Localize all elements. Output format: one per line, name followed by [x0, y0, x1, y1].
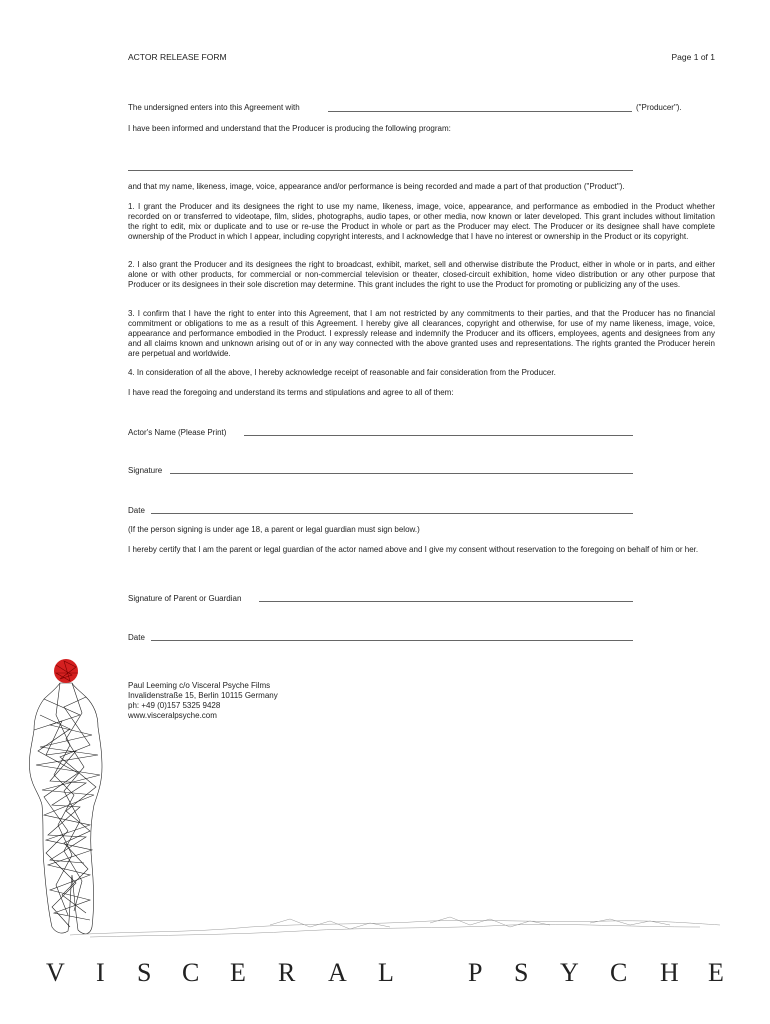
brand-letter: S	[514, 958, 529, 987]
brand-letter: E	[230, 958, 246, 987]
brand-letter: L	[378, 958, 394, 987]
guardian-date-label: Date	[128, 633, 145, 642]
signature-label: Signature	[128, 466, 163, 475]
intro-line-1-prefix: The undersigned enters into this Agreement with	[128, 103, 300, 112]
guardian-date-field[interactable]	[151, 640, 633, 641]
producer-name-line[interactable]	[328, 111, 632, 112]
brand-letter: P	[468, 958, 483, 987]
guardian-certification: I hereby certify that I am the parent or legal guardian of the actor named above and I give my consent without reservation to the foregoing on behalf of him or her.	[128, 545, 699, 554]
clause-4: 4. In consideration of all the above, I hereby acknowledge receipt of reasonable and fair consideration from the Producer.	[128, 368, 556, 377]
page-number: Page 1 of 1	[671, 52, 715, 62]
red-head-icon	[54, 659, 78, 683]
brand-wordmark	[40, 958, 740, 994]
program-name-line[interactable]	[128, 170, 633, 171]
date-label: Date	[128, 506, 145, 515]
clause-3: 3. I confirm that I have the right to enter into this Agreement, that I am not restricted by any commitments to their parties, and that the Producer has no financial commitment or obligations to me as a result of this Agreement. I hereby give all clearances, copyright and otherwise, for use of my name likeness, image, voice, appearance and performance embodied in the Product. I expressly release and indemnify the Producer and its officers, employees, agents and designees from any and all claims known and unknown arising out of or in any way connected with the above granted uses and representations. The rights granted the Producer herein are perpetual and worldwide.	[128, 309, 715, 358]
horizon-sketch-decoration	[70, 905, 720, 945]
brand-letter: E	[708, 958, 724, 987]
brand-letter: H	[660, 958, 679, 987]
brand-letter: I	[96, 958, 105, 987]
intro-line-1-suffix: ("Producer").	[636, 103, 682, 112]
clause-1: 1. I grant the Producer and its designees the right to use my name, likeness, image, voice, appearance, and performance as embodied in the Product whether recorded on or transferred to videotape, film, slides, photographs, audio tapes, or other media, now known or later developed. This grant includes without limitation the right to edit, mix or duplicate and to use or re-use the Product in whole or part as the Producer may elect. The Producer or its designee shall have complete ownership of the Product in which I appear, including copyright interests, and I acknowledge that I have no interest or ownership in the Product or its copyright.	[128, 202, 715, 241]
brand-letter: C	[610, 958, 628, 987]
guardian-note: (If the person signing is under age 18, a parent or legal guardian must sign below.)	[128, 525, 420, 534]
brand-letter: R	[278, 958, 296, 987]
contact-website[interactable]: www.visceralpsyche.com	[128, 711, 217, 720]
actor-name-label: Actor's Name (Please Print)	[128, 428, 227, 437]
intro-line-3: and that my name, likeness, image, voice, appearance and/or performance is being recorded and made a part of that production ("Product").	[128, 182, 625, 191]
wireframe-figure-illustration	[20, 655, 115, 940]
date-field[interactable]	[151, 513, 633, 514]
form-title: ACTOR RELEASE FORM	[128, 52, 227, 62]
brand-letter: S	[137, 958, 152, 987]
contact-phone: ph: +49 (0)157 5325 9428	[128, 701, 221, 710]
brand-letter: A	[328, 958, 347, 987]
contact-name: Paul Leeming c/o Visceral Psyche Films	[128, 681, 271, 690]
brand-letter: V	[46, 958, 65, 987]
contact-block	[128, 681, 278, 721]
brand-letter: C	[182, 958, 200, 987]
guardian-signature-label: Signature of Parent or Guardian	[128, 594, 242, 603]
guardian-signature-field[interactable]	[259, 601, 633, 602]
intro-line-2: I have been informed and understand that the Producer is producing the following program:	[128, 124, 451, 133]
signature-field[interactable]	[170, 473, 633, 474]
contact-address: Invalidenstraße 15, Berlin 10115 Germany	[128, 691, 278, 700]
clause-2: 2. I also grant the Producer and its designees the right to broadcast, exhibit, market, sell and otherwise distribute the Product, either in whole or in parts, and either alone or with other products, for commercial or non-commercial television or theater, closed-circuit exhibition, home video distribution or any other purpose that Producer or its designees in their sole discretion may determine. This grant includes the right to use the Product for promoting or publicizing any of the uses.	[128, 260, 715, 289]
agreement-statement: I have read the foregoing and understand its terms and stipulations and agree to all of them:	[128, 388, 454, 397]
brand-letter: Y	[560, 958, 579, 987]
actor-name-field[interactable]	[244, 435, 633, 436]
